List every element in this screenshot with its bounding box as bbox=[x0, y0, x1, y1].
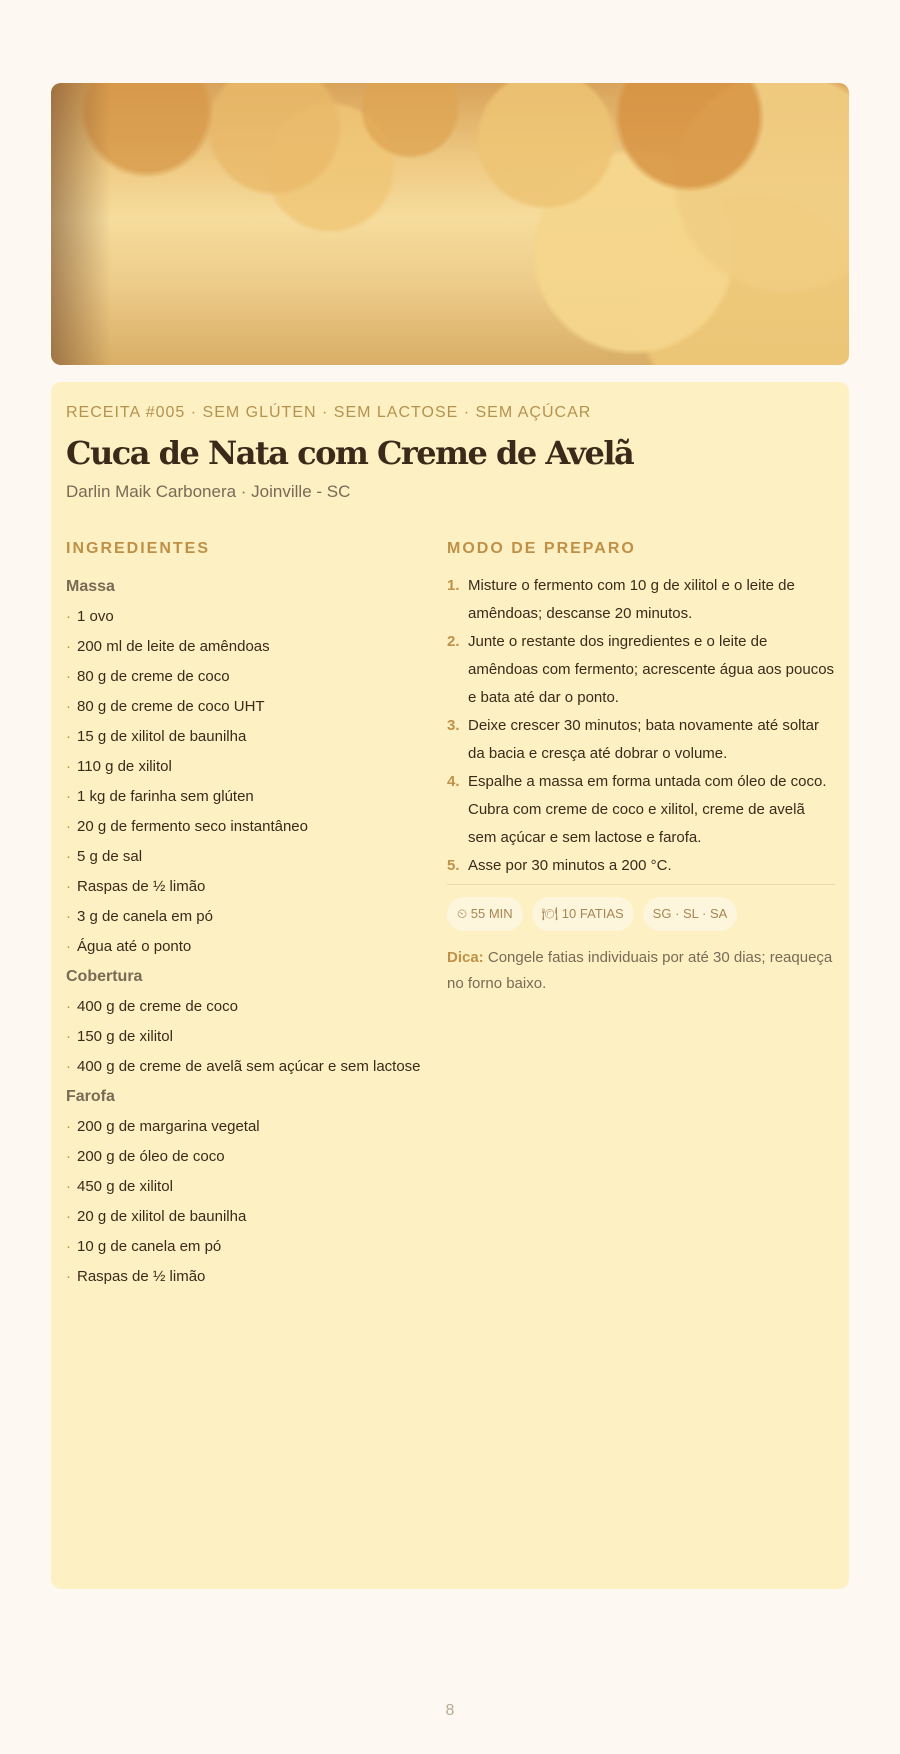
ingredient-text: 80 g de creme de coco bbox=[77, 668, 230, 685]
recipe-card bbox=[51, 382, 849, 1589]
ingredient-item bbox=[66, 722, 426, 752]
ingredient-text: 3 g de canela em pó bbox=[77, 908, 213, 925]
step-number: 1. bbox=[447, 577, 460, 594]
ingredient-group-title: Massa bbox=[66, 578, 115, 595]
tip-text: Congele fatias individuais por até 30 dias; reaqueça no forno baixo. bbox=[447, 949, 833, 992]
step-number: 5. bbox=[447, 857, 460, 874]
divider bbox=[447, 884, 835, 885]
step-number: 4. bbox=[447, 773, 460, 790]
bullet-icon: · bbox=[66, 1238, 71, 1255]
time-badge: ⏲ 55 MIN bbox=[447, 897, 523, 931]
ingredient-item bbox=[66, 692, 426, 722]
bullet-icon: · bbox=[66, 698, 71, 715]
method-heading: MODO DE PREPARO bbox=[447, 540, 636, 557]
badge-row bbox=[447, 897, 835, 931]
ingredient-text: 15 g de xilitol de baunilha bbox=[77, 728, 247, 745]
bullet-icon: · bbox=[66, 638, 71, 655]
ingredient-item bbox=[66, 1202, 426, 1232]
bullet-icon: · bbox=[66, 1028, 71, 1045]
ingredient-item bbox=[66, 1232, 426, 1262]
bullet-icon: · bbox=[66, 848, 71, 865]
bullet-icon: · bbox=[66, 908, 71, 925]
method-step bbox=[447, 628, 835, 712]
ingredient-text: 20 g de xilitol de baunilha bbox=[77, 1208, 247, 1225]
ingredient-item bbox=[66, 662, 426, 692]
method-column bbox=[447, 540, 835, 997]
ingredient-text: 200 g de óleo de coco bbox=[77, 1148, 225, 1165]
ingredient-item bbox=[66, 1112, 426, 1142]
ingredient-text: Raspas de ½ limão bbox=[77, 878, 206, 895]
ingredient-group-title: Farofa bbox=[66, 1088, 115, 1105]
ingredient-text: 450 g de xilitol bbox=[77, 1178, 173, 1195]
method-step bbox=[447, 712, 835, 768]
ingredient-text: 20 g de fermento seco instantâneo bbox=[77, 818, 308, 835]
ingredient-item bbox=[66, 752, 426, 782]
bullet-icon: · bbox=[66, 788, 71, 805]
ingredient-text: 200 ml de leite de amêndoas bbox=[77, 638, 270, 655]
ingredients-column bbox=[66, 540, 426, 1292]
ingredient-item bbox=[66, 632, 426, 662]
ingredients-heading: INGREDIENTES bbox=[66, 540, 211, 557]
method-step bbox=[447, 852, 835, 880]
ingredient-text: 1 kg de farinha sem glúten bbox=[77, 788, 254, 805]
recipe-byline: Darlin Maik Carbonera · Joinville - SC bbox=[66, 482, 351, 501]
method-step bbox=[447, 572, 835, 628]
ingredient-groups bbox=[66, 572, 426, 1292]
step-text: Asse por 30 minutos a 200 °C. bbox=[468, 857, 672, 874]
bullet-icon: · bbox=[66, 1118, 71, 1135]
step-number: 2. bbox=[447, 633, 460, 650]
recipe-title: Cuca de Nata com Creme de Avelã bbox=[66, 434, 634, 472]
ingredient-text: Água até o ponto bbox=[77, 938, 192, 955]
page-number: 8 bbox=[445, 1702, 455, 1719]
ingredient-text: 80 g de creme de coco UHT bbox=[77, 698, 265, 715]
bullet-icon: · bbox=[66, 878, 71, 895]
recipe-photo bbox=[51, 83, 849, 365]
ingredient-text: 10 g de canela em pó bbox=[77, 1238, 222, 1255]
step-text: Espalhe a massa em forma untada com óleo de coco. Cubra com creme de coco e xilitol, creme de avelã sem açúcar e sem lactose e farofa. bbox=[468, 773, 827, 846]
bullet-icon: · bbox=[66, 728, 71, 745]
ingredient-text: 400 g de creme de coco bbox=[77, 998, 238, 1015]
bullet-icon: · bbox=[66, 1058, 71, 1075]
ingredient-item bbox=[66, 872, 426, 902]
ingredient-text: 400 g de creme de avelã sem açúcar e sem lactose bbox=[77, 1058, 421, 1075]
bullet-icon: · bbox=[66, 1148, 71, 1165]
ingredient-item bbox=[66, 992, 426, 1022]
ingredient-item bbox=[66, 842, 426, 872]
ingredient-item bbox=[66, 1052, 426, 1082]
ingredient-item bbox=[66, 1262, 426, 1292]
ingredient-item bbox=[66, 782, 426, 812]
method-steps bbox=[447, 572, 835, 880]
photo-shadow bbox=[51, 83, 111, 365]
ingredient-item bbox=[66, 1172, 426, 1202]
step-number: 3. bbox=[447, 717, 460, 734]
ingredient-item bbox=[66, 932, 426, 962]
step-text: Misture o fermento com 10 g de xilitol e o leite de amêndoas; descanse 20 minutos. bbox=[468, 577, 795, 622]
ingredient-text: 1 ovo bbox=[77, 608, 114, 625]
ingredient-item bbox=[66, 1022, 426, 1052]
bullet-icon: · bbox=[66, 1268, 71, 1285]
bullet-icon: · bbox=[66, 938, 71, 955]
bullet-icon: · bbox=[66, 1208, 71, 1225]
ingredient-item bbox=[66, 902, 426, 932]
ingredient-text: 110 g de xilitol bbox=[77, 758, 172, 775]
ingredient-group-title: Cobertura bbox=[66, 968, 143, 985]
bullet-icon: · bbox=[66, 818, 71, 835]
ingredient-text: 200 g de margarina vegetal bbox=[77, 1118, 260, 1135]
tip bbox=[447, 945, 835, 997]
bullet-icon: · bbox=[66, 998, 71, 1015]
ingredient-text: 150 g de xilitol bbox=[77, 1028, 173, 1045]
recipe-kicker: RECEITA #005 · SEM GLÚTEN · SEM LACTOSE · SEM AÇÚCAR bbox=[66, 404, 592, 421]
ingredient-item bbox=[66, 812, 426, 842]
ingredient-text: Raspas de ½ limão bbox=[77, 1268, 206, 1285]
ingredient-item bbox=[66, 602, 426, 632]
bullet-icon: · bbox=[66, 758, 71, 775]
step-text: Junte o restante dos ingredientes e o leite de amêndoas com fermento; acrescente água aos poucos e bata até dar o ponto. bbox=[468, 633, 835, 706]
bullet-icon: · bbox=[66, 668, 71, 685]
step-text: Deixe crescer 30 minutos; bata novamente até soltar da bacia e cresça até dobrar o volume. bbox=[468, 717, 820, 762]
servings-badge: 🍽 10 FATIAS bbox=[532, 897, 634, 931]
bullet-icon: · bbox=[66, 1178, 71, 1195]
ingredient-text: 5 g de sal bbox=[77, 848, 143, 865]
tip-label: Dica: bbox=[447, 949, 484, 966]
bullet-icon: · bbox=[66, 608, 71, 625]
method-step bbox=[447, 768, 835, 852]
diet-badge: SG · SL · SA bbox=[643, 897, 738, 931]
ingredient-item bbox=[66, 1142, 426, 1172]
